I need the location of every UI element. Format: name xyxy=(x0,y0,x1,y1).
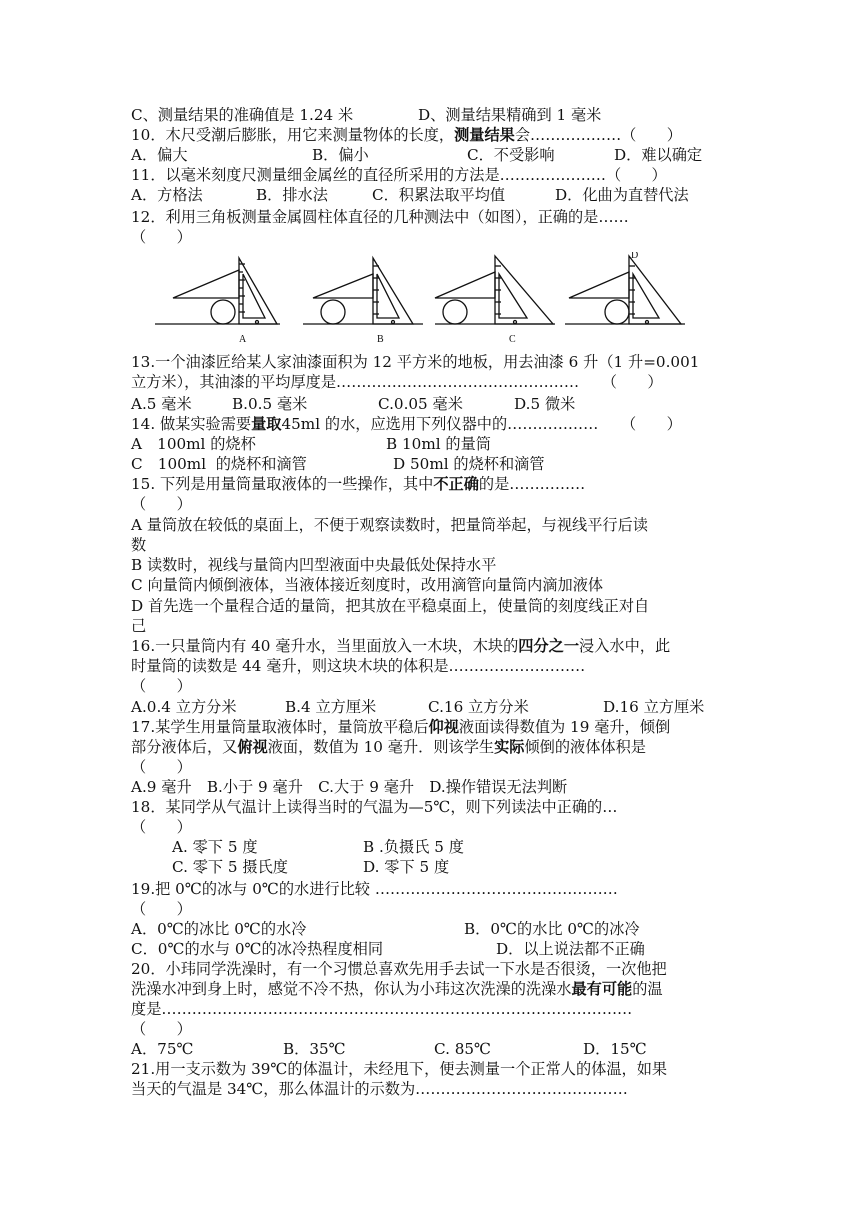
q15-option-a-line2: 数 xyxy=(131,536,147,554)
q13-option-a: A.5 毫米 xyxy=(131,395,192,413)
question-20-line2: 洗澡水冲到身上时，感觉不冷不热，你认为小玮这次洗澡的洗澡水最有可能的温 xyxy=(131,980,663,998)
question-15: 15. 下列是用量筒量取液体的一些操作，其中不正确的是…………… xyxy=(131,475,586,493)
q15-answer-paren: （ ） xyxy=(131,495,192,513)
q20-answer-paren: （ ） xyxy=(131,1020,192,1038)
q18-option-c: C. 零下 5 摄氏度 xyxy=(172,858,288,876)
figure-label-d: D xyxy=(631,252,639,261)
q16-option-c: C.16 立方分米 xyxy=(428,698,529,716)
q18-option-a: A. 零下 5 度 xyxy=(172,838,258,856)
question-14: 14. 做某实验需要量取45ml 的水，应选用下列仪器中的……………… （ ） xyxy=(131,415,682,433)
q19-option-b: B．0℃的水比 0℃的冰冷 xyxy=(464,920,640,938)
q20-option-b: B．35℃ xyxy=(283,1040,346,1058)
q16-answer-paren: （ ） xyxy=(131,677,192,695)
triangle-ruler-figure xyxy=(155,252,691,346)
question-21-line1: 21.用一支示数为 39℃的体温计，未经甩下，便去测量一个正常人的体温，如果 xyxy=(131,1060,668,1078)
q12-answer-paren: （ ） xyxy=(131,228,192,246)
question-17-line1: 17.某学生用量筒量取液体时，量筒放平稳后仰视液面读得数值为 19 毫升，倾倒 xyxy=(131,718,671,736)
question-20-line3: 度是………………………………………………………………………………… xyxy=(131,1000,633,1018)
q17-options: A.9 毫升 B.小于 9 毫升 C.大于 9 毫升 D.操作错误无法判断 xyxy=(131,778,568,796)
q19-option-a: A．0℃的冰比 0℃的水冷 xyxy=(131,920,307,938)
q14-option-b: B 10ml 的量筒 xyxy=(386,435,491,453)
question-19: 19.把 0℃的冰与 0℃的水进行比较 ………………………………………… xyxy=(131,880,618,898)
figure-d-drawing xyxy=(565,256,685,324)
q9-option-d: D、测量结果精确到 1 毫米 xyxy=(418,106,602,124)
q19-option-c: C．0℃的水与 0℃的冰冷热程度相同 xyxy=(131,940,384,958)
question-13-line1: 13.一个油漆匠给某人家油漆面积为 12 平方米的地板，用去油漆 6 升（1 升=0.001 xyxy=(131,353,700,371)
q10-option-b: B．偏小 xyxy=(312,146,369,164)
q15-option-a-line1: A 量筒放在较低的桌面上，不便于观察读数时，把量筒举起，与视线平行后读 xyxy=(131,516,648,534)
q15-option-c: C 向量筒内倾倒液体，当液体接近刻度时，改用滴管向量筒内滴加液体 xyxy=(131,576,604,594)
figure-a-drawing xyxy=(155,258,280,324)
question-12: 12．利用三角板测量金属圆柱体直径的几种测法中（如图），正确的是…… xyxy=(131,208,629,226)
q10-option-c: C．不受影响 xyxy=(467,146,555,164)
q14-option-d: D 50ml 的烧杯和滴管 xyxy=(393,455,545,473)
q20-option-d: D．15℃ xyxy=(583,1040,647,1058)
question-17-line2: 部分液体后，又俯视液面，数值为 10 毫升．则该学生实际倾倒的液体体积是 xyxy=(131,738,646,756)
question-16-line2: 时量筒的读数是 44 毫升，则这块木块的体积是……………………… xyxy=(131,657,586,675)
q13-option-c: C.0.05 毫米 xyxy=(378,395,463,413)
question-18: 18．某同学从气温计上读得当时的气温为—5℃，则下列读法中正确的… xyxy=(131,798,618,816)
q11-option-a: A．方格法 xyxy=(131,186,203,204)
q16-option-d: D.16 立方厘米 xyxy=(603,698,705,716)
question-20-line1: 20．小玮同学洗澡时，有一个习惯总喜欢先用手去试一下水是否很烫，一次他把 xyxy=(131,960,667,978)
figure-b-drawing xyxy=(303,258,423,324)
q10-option-a: A．偏大 xyxy=(131,146,188,164)
q14-option-a: A 100ml 的烧杯 xyxy=(131,435,256,453)
q13-option-d: D.5 微米 xyxy=(514,395,576,413)
q18-answer-paren: （ ） xyxy=(131,818,192,836)
q17-answer-paren: （ ） xyxy=(131,758,192,776)
q19-answer-paren: （ ） xyxy=(131,900,192,918)
q20-option-c: C. 85℃ xyxy=(434,1040,492,1058)
question-16-line1: 16.一只量筒内有 40 毫升水，当里面放入一木块，木块的四分之一浸入水中，此 xyxy=(131,637,671,655)
question-10: 10．木尺受潮后膨胀，用它来测量物体的长度，测量结果会………………（ ） xyxy=(131,126,682,144)
question-21-line2: 当天的气温是 34℃，那么体温计的示数为…………………………………… xyxy=(131,1080,628,1098)
figure-label-c: C xyxy=(509,334,516,345)
question-13-line2: 立方米），其油漆的平均厚度是………………………………………… （ ） xyxy=(131,373,663,391)
q11-option-d: D．化曲为直替代法 xyxy=(555,186,689,204)
q11-option-b: B．排水法 xyxy=(256,186,328,204)
q14-option-c: C 100ml 的烧杯和滴管 xyxy=(131,455,307,473)
q16-option-b: B.4 立方厘米 xyxy=(285,698,377,716)
figure-c-drawing xyxy=(435,256,555,324)
q20-option-a: A．75℃ xyxy=(131,1040,194,1058)
q10-option-d: D．难以确定 xyxy=(614,146,703,164)
q9-option-c: C、测量结果的准确值是 1.24 米 xyxy=(131,106,354,124)
q19-option-d: D．以上说法都不正确 xyxy=(496,940,645,958)
figure-label-b: B xyxy=(377,334,384,345)
q16-option-a: A.0.4 立方分米 xyxy=(131,698,237,716)
q15-option-b: B 读数时，视线与量筒内凹型液面中央最低处保持水平 xyxy=(131,556,497,574)
q11-option-c: C．积累法取平均值 xyxy=(372,186,506,204)
figure-label-a: A xyxy=(239,334,247,345)
q15-option-d-line1: D 首先选一个量程合适的量筒，把其放在平稳桌面上，使量筒的刻度线正对自 xyxy=(131,597,650,615)
q18-option-b: B .负摄氏 5 度 xyxy=(363,838,464,856)
q18-option-d: D. 零下 5 度 xyxy=(363,858,450,876)
question-11: 11．以毫米刻度尺测量细金属丝的直径所采用的方法是…………………（ ） xyxy=(131,166,667,184)
q15-option-d-line2: 己 xyxy=(131,617,147,635)
q13-option-b: B.0.5 毫米 xyxy=(232,395,308,413)
